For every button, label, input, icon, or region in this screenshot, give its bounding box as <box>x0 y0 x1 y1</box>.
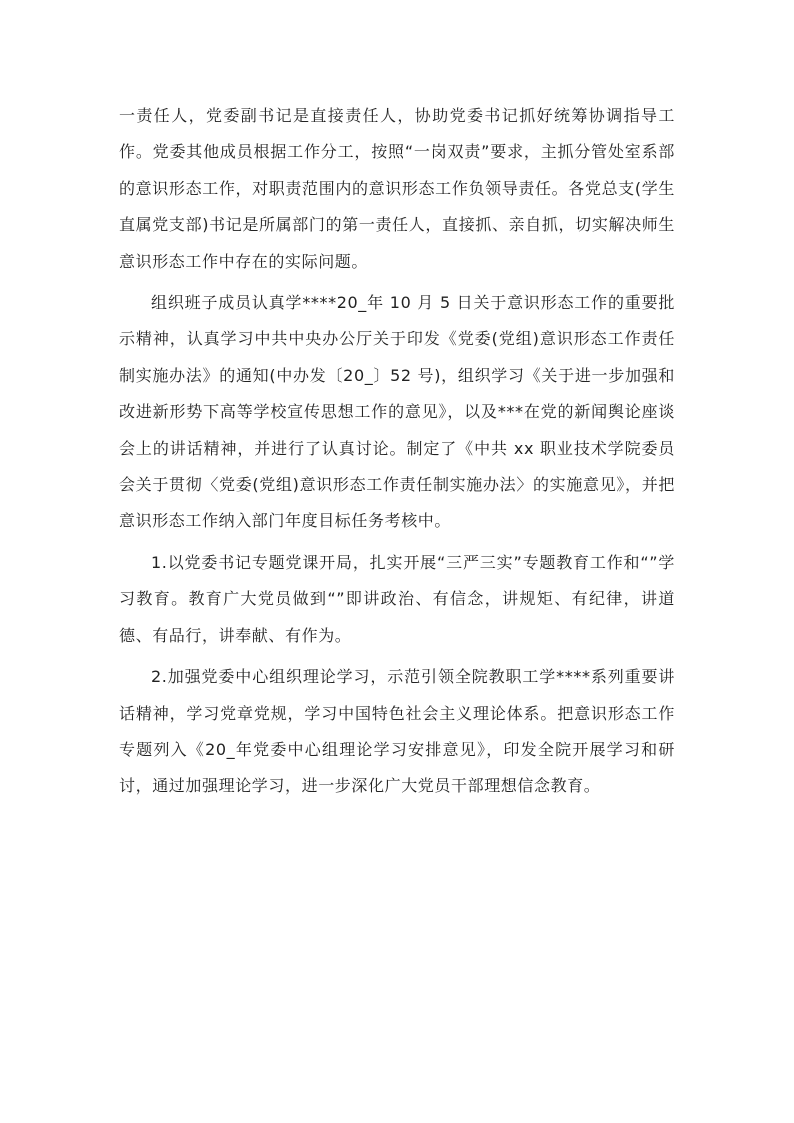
paragraph-3: 1.以党委书记专题党课开局，扎实开展“三严三实”专题教育工作和“”学习教育。教育广大党员做到“”即讲政治、有信念，讲规矩、有纪律，讲道德、有品行，讲奉献、有作为。 <box>119 552 675 645</box>
paragraph-1: 一责任人，党委副书记是直接责任人，协助党委书记抓好统筹协调指导工作。党委其他成员根据工作分工，按照“一岗双责”要求，主抓分管处室系部的意识形态工作，对职责范围内的意识形态工作负领导责任。各党总支(学生直属党支部)书记是所属部门的第一责任人，直接抓、亲自抓，切实解决师生意识形态工作中存在的实际问题。 <box>119 106 675 271</box>
paragraph-4: 2.加强党委中心组织理论学习，示范引领全院教职工学****系列重要讲话精神，学习党章党规，学习中国特色社会主义理论体系。把意识形态工作专题列入《20_年党委中心组理论学习安排意见》，印发全院开展学习和研讨，通过加强理论学习，进一步深化广大党员干部理想信念教育。 <box>119 667 675 796</box>
paragraph-2: 组织班子成员认真学****20_年 10 月 5 日关于意识形态工作的重要批示精神，认真学习中共中央办公厅关于印发《党委(党组)意识形态工作责任制实施办法》的通知(中办发〔20_〕52 号)，组织学习《关于进一步加强和改进新形势下高等学校宣传思想工作的意见》，以及***在党的新闻舆论座谈会上的讲话精神，并进行了认真讨论。制定了《中共 xx 职业技术学院委员会关于贯彻〈党委(党组)意识形态工作责任制实施办法〉的实施意见》，并把意识形态工作纳入部门年度目标任务考核中。 <box>119 293 675 531</box>
document-body <box>119 98 675 805</box>
